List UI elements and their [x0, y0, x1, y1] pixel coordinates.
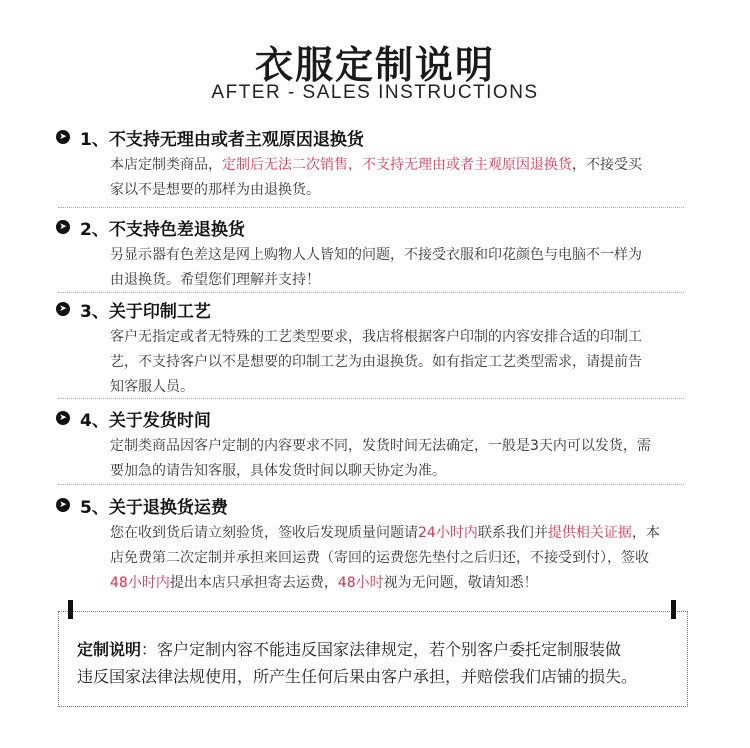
arrow-bullet-icon: ➤: [56, 498, 70, 512]
section-heading: [56, 297, 686, 321]
body-line: [110, 521, 686, 546]
highlight-text: 提供相关证据: [547, 525, 632, 541]
divider: [58, 292, 684, 293]
body-text: 艺，不支持客户以不是想要的印制工艺为由退换货。如有指定工艺类型需求，请提前告: [110, 354, 642, 370]
section-heading-text: 4、关于发货时间: [80, 410, 211, 431]
body-text: 店免费第二次定制并承担来回运费（寄回的运费您先垫付之后归还，不接受到付），签收: [110, 550, 649, 566]
section-heading-text: 2、不支持色差退换货: [80, 219, 245, 240]
page-subtitle: AFTER - SALES INSTRUCTIONS: [211, 82, 539, 103]
body-line: [110, 546, 686, 571]
notice-line2: 违反国家法律法规使用，所产生任何后果由客户承担，并赔偿我们店铺的损失。: [77, 667, 638, 686]
body-text: ，不接受买: [572, 157, 642, 173]
box-marker-right: [671, 600, 676, 619]
body-text: 本店定制类商品，: [110, 157, 222, 173]
section-heading-text: 3、关于印制工艺: [80, 301, 211, 322]
highlight-text: 定制后无法二次销售，不支持无理由或者主观原因退换货: [222, 157, 572, 173]
divider: [58, 207, 684, 208]
arrow-bullet-icon: ➤: [56, 130, 70, 144]
section-body: [110, 521, 686, 596]
page-title: 衣服定制说明: [254, 43, 495, 87]
body-line: [110, 571, 686, 596]
arrow-bullet-icon: ➤: [56, 411, 70, 425]
section-5: [56, 493, 686, 596]
body-line: [110, 325, 686, 350]
notice-label: 定制说明: [77, 640, 142, 659]
notice-line1: ：客户定制内容不能违反国家法律规定，若个别客户委托定制服装做: [141, 640, 622, 659]
body-text: ，本: [631, 525, 660, 541]
section-3: [56, 297, 686, 400]
section-body: [110, 325, 686, 400]
divider: [58, 484, 684, 485]
notice-text: [77, 636, 637, 690]
body-text: 视为无问题，敬请知悉！: [383, 575, 538, 591]
highlight-text: 48小时内: [110, 575, 170, 591]
body-text: 另显示器有色差这是网上购物人人皆知的问题，不接受衣服和印花颜色与电脑不一样为: [110, 247, 642, 263]
section-body: [110, 153, 686, 203]
body-text: 提出本店只承担寄去运费，: [169, 575, 338, 591]
body-line: [110, 459, 686, 484]
highlight-text: 48小时: [337, 575, 384, 591]
body-text: 由退换货。希望您们理解并支持！: [110, 272, 320, 288]
arrow-bullet-icon: ➤: [56, 220, 70, 234]
body-text: 联系我们并: [477, 525, 548, 541]
section-heading: [56, 215, 686, 239]
section-4: [56, 406, 686, 484]
body-text: 客户无指定或者无特殊的工艺类型要求，我店将根据客户印制的内容安排合适的印制工: [110, 329, 642, 345]
section-body: [110, 243, 686, 293]
section-heading: [56, 493, 686, 517]
body-text: 定制类商品因客户定制的内容要求不同，发货时间无法确定，一般是3天内可以发货，需: [110, 438, 651, 454]
section-heading-text: 5、关于退换货运费: [80, 497, 228, 518]
highlight-text: 24小时内: [418, 525, 478, 541]
body-text: 您在收到货后请立刻验货，签收后发现质量问题请: [110, 525, 418, 541]
body-line: [110, 375, 686, 400]
section-1: [56, 125, 686, 203]
body-text: 要加急的请告知客服，具体发货时间以聊天协定为准。: [110, 463, 446, 479]
arrow-bullet-icon: ➤: [56, 302, 70, 316]
section-heading-text: 1、不支持无理由或者主观原因退换货: [80, 129, 364, 150]
body-text: 知客服人员。: [110, 379, 194, 395]
section-2: [56, 215, 686, 293]
box-marker-left: [68, 600, 73, 619]
body-line: [110, 434, 686, 459]
divider: [58, 398, 684, 399]
body-text: 家以不是想要的那样为由退换货。: [110, 182, 320, 198]
section-body: [110, 434, 686, 484]
section-heading: [56, 406, 686, 430]
body-line: [110, 350, 686, 375]
body-line: [110, 268, 686, 293]
body-line: [110, 243, 686, 268]
body-line: [110, 178, 686, 203]
notice-box: [58, 611, 688, 707]
section-heading: [56, 125, 686, 149]
body-line: [110, 153, 686, 178]
